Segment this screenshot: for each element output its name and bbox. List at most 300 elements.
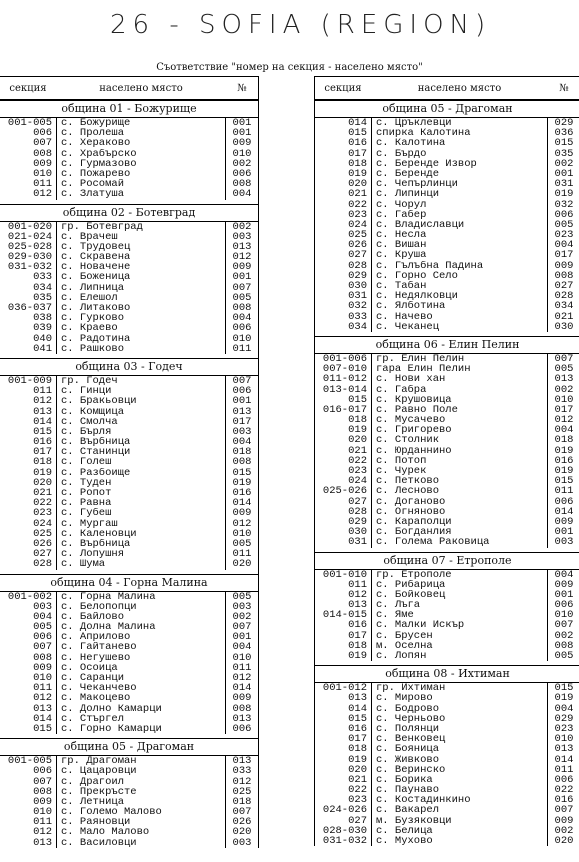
municipality-block bbox=[0, 204, 258, 354]
section-number: 021 bbox=[33, 488, 52, 499]
place-code: 036 bbox=[554, 128, 574, 139]
place-code: 015 bbox=[232, 467, 252, 478]
section-number: 029 bbox=[348, 516, 367, 528]
section-number: 019 bbox=[348, 168, 367, 180]
section-number: 027 bbox=[348, 496, 367, 507]
section-number: 035 bbox=[33, 292, 52, 303]
handwritten-title: 26 - SOFIA (REGION) bbox=[110, 10, 492, 40]
section-number: 014 bbox=[33, 416, 52, 427]
header-number: № bbox=[559, 82, 569, 94]
place-code: 008 bbox=[554, 640, 574, 651]
place-name: с. Саранци bbox=[61, 673, 125, 684]
section-number: 031-032 bbox=[7, 262, 52, 273]
place-code: 002 bbox=[554, 630, 574, 641]
place-name: с. Несла bbox=[376, 230, 427, 241]
column-header bbox=[315, 77, 579, 100]
section-number: 013-014 bbox=[322, 384, 367, 395]
municipality-rows bbox=[315, 354, 579, 548]
place-code: 008 bbox=[232, 303, 252, 314]
section-number: 017 bbox=[348, 630, 367, 641]
place-name: с. Василовци bbox=[61, 837, 137, 848]
place-code: 012 bbox=[554, 415, 574, 426]
municipality-rows bbox=[0, 376, 258, 570]
place-name: гр. Ботевград bbox=[61, 221, 143, 232]
section-number: 006 bbox=[33, 632, 52, 643]
place-column bbox=[372, 683, 548, 846]
section-column bbox=[0, 376, 57, 570]
place-name: с. Лъга bbox=[376, 600, 421, 611]
section-number: 029-030 bbox=[7, 252, 52, 263]
place-code: 002 bbox=[232, 611, 252, 623]
place-code: 018 bbox=[554, 435, 574, 446]
place-code: 006 bbox=[232, 323, 252, 334]
place-name: с. Богданлия bbox=[376, 527, 452, 538]
place-name: с. Краево bbox=[61, 323, 118, 334]
place-code: 005 bbox=[554, 651, 574, 662]
section-number: 011 bbox=[348, 579, 367, 590]
section-number: 033 bbox=[348, 311, 367, 322]
place-code: 013 bbox=[554, 744, 574, 755]
section-column bbox=[315, 118, 372, 332]
place-name: с. Чурек bbox=[376, 466, 427, 477]
place-code: 009 bbox=[232, 508, 252, 519]
place-name: с. Паунаво bbox=[376, 785, 440, 796]
place-code: 010 bbox=[232, 333, 252, 344]
place-code: 004 bbox=[554, 240, 574, 251]
place-name: с. Големо Малово bbox=[61, 807, 162, 818]
place-name: с. Вишан bbox=[376, 240, 427, 251]
section-number: 026 bbox=[33, 538, 52, 550]
section-number: 029 bbox=[348, 270, 367, 281]
section-number: 017 bbox=[348, 734, 367, 745]
place-name: с. Априлово bbox=[61, 632, 131, 643]
place-name: с. Полянци bbox=[376, 723, 440, 735]
section-number: 025-026 bbox=[322, 486, 367, 497]
section-number: 019 bbox=[33, 467, 52, 478]
place-code: 023 bbox=[554, 230, 574, 241]
section-number: 020 bbox=[348, 435, 367, 446]
section-number: 015 bbox=[348, 713, 367, 724]
place-name: с. Крушовица bbox=[376, 394, 452, 405]
place-name: с. Равно Поле bbox=[376, 404, 458, 416]
place-code: 015 bbox=[554, 138, 574, 149]
place-name: с. Макоцево bbox=[61, 693, 131, 704]
header-number: № bbox=[237, 82, 247, 94]
section-number: 012 bbox=[33, 189, 52, 200]
section-column bbox=[0, 118, 57, 200]
section-number: 001-009 bbox=[7, 375, 52, 387]
place-name: с. Костадинкино bbox=[376, 795, 471, 806]
place-name: с. Мургаш bbox=[61, 518, 118, 529]
municipality-title: община 01 - Божурище bbox=[0, 101, 258, 118]
place-code: 005 bbox=[232, 538, 252, 550]
place-name: с. Вакарел bbox=[376, 805, 440, 816]
place-name: с. Стъргел bbox=[61, 713, 125, 724]
section-number: 022 bbox=[348, 199, 367, 210]
right-column bbox=[314, 76, 579, 846]
section-number: 016 bbox=[33, 437, 52, 448]
place-code: 004 bbox=[232, 189, 252, 200]
place-name: с. Лопушня bbox=[61, 549, 125, 560]
number-column bbox=[548, 354, 579, 548]
municipality-title: община 08 - Ихтиман bbox=[315, 666, 579, 683]
section-number: 012 bbox=[33, 827, 52, 838]
section-number: 006 bbox=[33, 766, 52, 777]
section-number: 011-012 bbox=[322, 374, 367, 385]
municipality-block bbox=[0, 358, 258, 570]
place-name: гр. Годеч bbox=[61, 375, 118, 387]
municipality-title: община 04 - Горна Малина bbox=[0, 575, 258, 592]
place-code: 001 bbox=[232, 118, 252, 129]
place-code: 030 bbox=[554, 321, 574, 332]
place-code: 011 bbox=[232, 343, 252, 354]
section-number: 004 bbox=[33, 611, 52, 623]
place-code: 014 bbox=[232, 683, 252, 694]
place-code: 014 bbox=[554, 506, 574, 517]
place-name: с. Каленовци bbox=[61, 528, 137, 539]
place-code: 005 bbox=[232, 591, 252, 602]
place-name: с. Раяновци bbox=[61, 817, 131, 828]
place-code: 007 bbox=[232, 282, 252, 293]
place-code: 013 bbox=[554, 374, 574, 385]
place-code: 011 bbox=[232, 549, 252, 560]
place-name: с. Цацаровци bbox=[61, 766, 137, 777]
municipality-title: община 07 - Етрополе bbox=[315, 553, 579, 570]
section-number: 040 bbox=[33, 333, 52, 344]
section-number: 009 bbox=[33, 662, 52, 673]
place-code: 009 bbox=[554, 516, 574, 528]
section-number: 023 bbox=[348, 795, 367, 806]
place-name: с. Круша bbox=[376, 250, 427, 261]
place-name: гр. Ихтиман bbox=[376, 683, 446, 694]
section-number: 007 bbox=[33, 138, 52, 149]
section-number: 007 bbox=[33, 776, 52, 787]
municipality-rows bbox=[0, 592, 258, 735]
section-number: 028 bbox=[348, 260, 367, 271]
place-name: с. Недялковци bbox=[376, 291, 458, 302]
place-name: с. Литаково bbox=[61, 303, 131, 314]
section-number: 018 bbox=[348, 415, 367, 426]
section-number: 001-020 bbox=[7, 221, 52, 232]
header-place: населено място bbox=[417, 82, 502, 94]
place-name: с. Елешол bbox=[61, 292, 118, 303]
place-name: с. Яме bbox=[376, 610, 414, 621]
section-number: 015 bbox=[348, 128, 367, 139]
section-number: 008 bbox=[33, 148, 52, 159]
section-number: 006 bbox=[33, 128, 52, 139]
place-name: с. Смолча bbox=[61, 416, 118, 427]
place-code: 007 bbox=[554, 620, 574, 631]
number-column bbox=[226, 118, 258, 200]
section-number: 016-017 bbox=[322, 404, 367, 416]
municipality-title: община 03 - Годеч bbox=[0, 359, 258, 376]
place-name: с. Рибарица bbox=[376, 579, 446, 590]
place-code: 011 bbox=[232, 662, 252, 673]
section-number: 013 bbox=[348, 693, 367, 704]
table-subtitle: Съответствие "номер на секция - населено място" bbox=[156, 62, 423, 73]
place-name: с. Бърдо bbox=[376, 148, 427, 159]
place-code: 008 bbox=[232, 179, 252, 190]
place-name: с. Божурище bbox=[61, 118, 131, 129]
number-column bbox=[548, 118, 579, 332]
place-name: с. Беренде bbox=[376, 168, 440, 180]
section-column bbox=[315, 570, 372, 662]
section-number: 016 bbox=[348, 723, 367, 735]
place-code: 006 bbox=[232, 723, 252, 735]
section-number: 032 bbox=[348, 301, 367, 312]
section-number: 018 bbox=[348, 158, 367, 169]
place-name: с. Венковец bbox=[376, 734, 446, 745]
place-code: 006 bbox=[554, 600, 574, 611]
place-column bbox=[57, 376, 226, 570]
place-code: 016 bbox=[232, 488, 252, 499]
number-column bbox=[226, 592, 258, 735]
place-name: с. Доганово bbox=[376, 496, 446, 507]
section-number: 036-037 bbox=[7, 303, 52, 314]
section-number: 013 bbox=[348, 600, 367, 611]
place-code: 002 bbox=[232, 221, 252, 232]
place-name: с. Байлово bbox=[61, 611, 125, 623]
place-code: 010 bbox=[232, 148, 252, 159]
section-number: 024-026 bbox=[322, 805, 367, 816]
place-column bbox=[372, 118, 548, 332]
section-number: 011 bbox=[33, 817, 52, 828]
municipality-block bbox=[315, 100, 579, 332]
place-code: 020 bbox=[554, 836, 574, 847]
section-column bbox=[0, 222, 57, 354]
place-name: с. Драгоил bbox=[61, 776, 125, 787]
place-code: 012 bbox=[232, 252, 252, 263]
place-code: 009 bbox=[554, 579, 574, 590]
place-name: с. Пожарево bbox=[61, 168, 131, 180]
place-code: 003 bbox=[232, 837, 252, 848]
place-name: с. Мусачево bbox=[376, 415, 446, 426]
place-name: с. Златуша bbox=[61, 189, 125, 200]
place-column bbox=[57, 756, 226, 848]
place-code: 004 bbox=[554, 569, 574, 580]
place-code: 013 bbox=[232, 241, 252, 253]
place-name: с. Осоица bbox=[61, 662, 118, 673]
place-code: 034 bbox=[554, 301, 574, 312]
place-code: 018 bbox=[232, 796, 252, 808]
section-number: 028 bbox=[348, 506, 367, 517]
place-name: с. Летница bbox=[61, 796, 125, 808]
section-number: 009 bbox=[33, 796, 52, 808]
place-code: 010 bbox=[232, 528, 252, 539]
place-code: 001 bbox=[232, 632, 252, 643]
place-code: 007 bbox=[232, 622, 252, 633]
place-code: 003 bbox=[232, 231, 252, 242]
place-name: с. Комщица bbox=[61, 406, 125, 417]
municipality-block bbox=[0, 574, 258, 735]
place-code: 021 bbox=[554, 311, 574, 322]
municipality-title: община 02 - Ботевград bbox=[0, 205, 258, 222]
section-number: 007-010 bbox=[322, 364, 367, 375]
place-code: 007 bbox=[232, 375, 252, 387]
left-column bbox=[0, 76, 259, 848]
section-number: 011 bbox=[33, 683, 52, 694]
place-name: с. Габер bbox=[376, 209, 427, 220]
place-code: 010 bbox=[554, 734, 574, 745]
place-name: с. Туден bbox=[61, 477, 112, 488]
place-name: с. Ялботина bbox=[376, 301, 446, 312]
place-code: 001 bbox=[232, 396, 252, 407]
section-number: 016 bbox=[348, 138, 367, 149]
place-name: с. Начево bbox=[376, 311, 433, 322]
number-column bbox=[226, 376, 258, 570]
section-number: 001-005 bbox=[7, 118, 52, 129]
place-code: 019 bbox=[554, 445, 574, 456]
section-number: 015 bbox=[33, 426, 52, 438]
place-name: гр. Елин Пелин bbox=[376, 353, 465, 365]
section-number: 015 bbox=[348, 394, 367, 405]
place-code: 015 bbox=[554, 683, 574, 694]
place-code: 008 bbox=[554, 270, 574, 281]
place-code: 006 bbox=[232, 386, 252, 397]
place-code: 002 bbox=[554, 384, 574, 395]
place-column bbox=[372, 354, 548, 548]
place-code: 017 bbox=[554, 250, 574, 261]
number-column bbox=[226, 756, 258, 848]
place-name: с. Прекръсте bbox=[61, 786, 137, 797]
place-code: 007 bbox=[554, 805, 574, 816]
section-number: 019 bbox=[348, 754, 367, 765]
place-name: с. Гълъбна Падина bbox=[376, 260, 484, 271]
place-name: с. Рашково bbox=[61, 343, 125, 354]
place-code: 009 bbox=[232, 138, 252, 149]
place-code: 026 bbox=[232, 817, 252, 828]
section-number: 023 bbox=[348, 209, 367, 220]
place-code: 004 bbox=[232, 437, 252, 448]
section-number: 020 bbox=[348, 179, 367, 190]
section-number: 027 bbox=[348, 250, 367, 261]
place-code: 013 bbox=[232, 406, 252, 417]
place-name: с. Гинци bbox=[61, 386, 112, 397]
place-code: 029 bbox=[554, 118, 574, 129]
section-number: 028-030 bbox=[322, 825, 367, 836]
header-section: секция bbox=[324, 82, 362, 94]
place-name: с. Брусен bbox=[376, 630, 433, 641]
municipality-rows bbox=[0, 222, 258, 354]
place-code: 013 bbox=[232, 713, 252, 724]
place-name: с. Росомай bbox=[61, 179, 125, 190]
section-number: 014 bbox=[33, 713, 52, 724]
place-code: 004 bbox=[554, 703, 574, 714]
section-number: 017 bbox=[33, 447, 52, 458]
place-name: с. Нови хан bbox=[376, 374, 446, 385]
section-number: 013 bbox=[33, 837, 52, 848]
place-name: с. Табан bbox=[376, 281, 427, 292]
section-number: 012 bbox=[348, 589, 367, 601]
section-number: 034 bbox=[348, 321, 367, 332]
number-column bbox=[226, 222, 258, 354]
place-code: 033 bbox=[232, 766, 252, 777]
section-number: 023 bbox=[348, 466, 367, 477]
place-name: с. Беренде Извор bbox=[376, 158, 477, 169]
header-place: населено място bbox=[99, 82, 183, 94]
municipality-title: община 05 - Драгоман bbox=[315, 101, 579, 118]
section-number: 041 bbox=[33, 343, 52, 354]
place-code: 022 bbox=[554, 785, 574, 796]
place-name: с. Боженица bbox=[61, 272, 131, 283]
section-number: 001-012 bbox=[322, 683, 367, 694]
place-code: 005 bbox=[554, 364, 574, 375]
place-code: 006 bbox=[554, 209, 574, 220]
section-number: 024 bbox=[348, 476, 367, 487]
place-name: с. Бойковец bbox=[376, 589, 446, 601]
place-name: с. Веринско bbox=[376, 764, 446, 775]
place-name: гр. Драгоман bbox=[61, 756, 137, 767]
place-name: м. Оселна bbox=[376, 640, 433, 651]
section-number: 021-024 bbox=[7, 231, 52, 242]
place-name: с. Габра bbox=[376, 384, 427, 395]
municipality-block bbox=[315, 552, 579, 662]
section-number: 013 bbox=[33, 406, 52, 417]
place-code: 020 bbox=[232, 827, 252, 838]
right-body bbox=[315, 100, 579, 846]
section-number: 031-032 bbox=[322, 836, 367, 847]
section-number: 038 bbox=[33, 313, 52, 324]
place-name: с. Липница bbox=[61, 282, 125, 293]
place-code: 014 bbox=[232, 498, 252, 509]
place-code: 019 bbox=[554, 466, 574, 477]
section-number: 011 bbox=[33, 179, 52, 190]
place-name: с. Скравена bbox=[61, 252, 131, 263]
place-column bbox=[57, 592, 226, 735]
place-name: м. Бузяковци bbox=[376, 815, 452, 826]
place-name: с. Шума bbox=[61, 559, 106, 570]
section-number: 022 bbox=[348, 785, 367, 796]
place-name: с. Борика bbox=[376, 774, 433, 786]
section-number: 011 bbox=[33, 386, 52, 397]
place-name: с. Караполци bbox=[376, 516, 452, 528]
place-name: с. Чеканчево bbox=[61, 683, 137, 694]
place-name: гр. Етрополе bbox=[376, 569, 452, 580]
place-name: с. Върбница bbox=[61, 437, 131, 448]
place-name: с. Григорево bbox=[376, 425, 452, 436]
section-number: 025 bbox=[348, 230, 367, 241]
place-name: с. Горна Малина bbox=[61, 591, 156, 602]
section-number: 013 bbox=[33, 703, 52, 714]
municipality-rows bbox=[315, 683, 579, 846]
section-number: 033 bbox=[33, 272, 52, 283]
place-code: 004 bbox=[232, 313, 252, 324]
section-number: 016 bbox=[348, 620, 367, 631]
section-number: 025 bbox=[33, 528, 52, 539]
place-name: с. Храбърско bbox=[61, 148, 137, 159]
place-code: 011 bbox=[554, 486, 574, 497]
place-code: 031 bbox=[554, 179, 574, 190]
section-number: 008 bbox=[33, 652, 52, 663]
place-code: 027 bbox=[554, 281, 574, 292]
section-number: 027 bbox=[33, 549, 52, 560]
place-name: с. Лесново bbox=[376, 486, 440, 497]
place-name: с. Горно Село bbox=[376, 270, 458, 281]
section-number: 018 bbox=[33, 457, 52, 468]
place-code: 002 bbox=[232, 158, 252, 169]
place-name: с. Белопопци bbox=[61, 601, 137, 612]
place-code: 001 bbox=[554, 589, 574, 601]
section-number: 021 bbox=[348, 189, 367, 200]
place-code: 006 bbox=[554, 774, 574, 786]
place-name: с. Горно Камарци bbox=[61, 723, 162, 735]
section-number: 018 bbox=[348, 640, 367, 651]
section-number: 003 bbox=[33, 601, 52, 612]
place-code: 010 bbox=[554, 610, 574, 621]
section-column bbox=[0, 756, 57, 848]
section-number: 020 bbox=[33, 477, 52, 488]
place-name: с. Бракьовци bbox=[61, 396, 137, 407]
